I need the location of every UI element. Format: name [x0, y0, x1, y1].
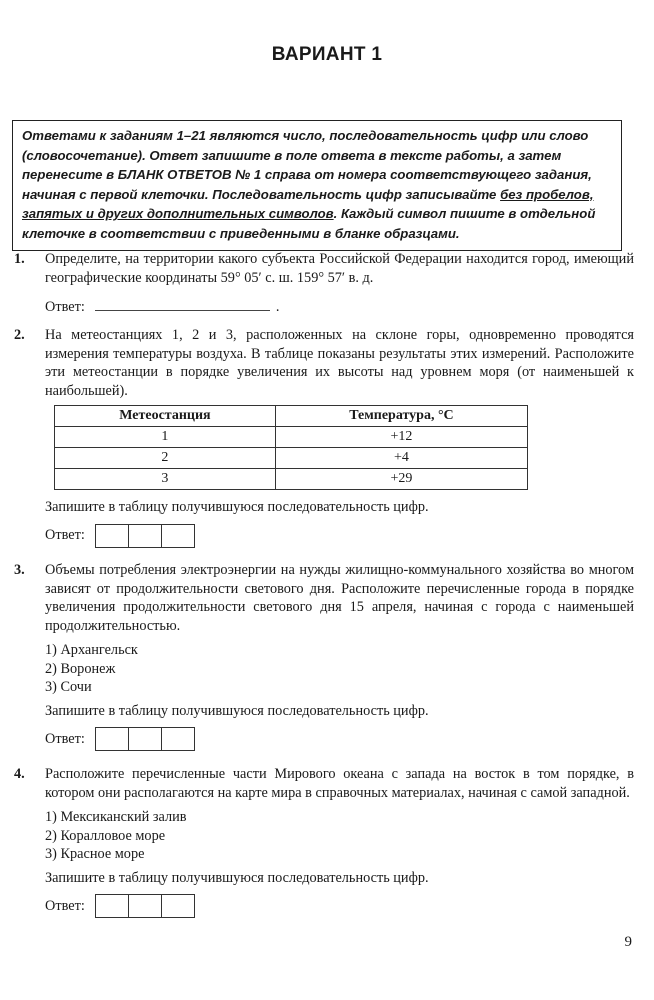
task-4 [14, 765, 634, 918]
table-row [55, 427, 528, 448]
table-header: Метеостанция [55, 406, 276, 427]
answer-cell[interactable] [128, 524, 162, 548]
list-item: 1) Архангельск [45, 642, 138, 658]
task-text: На метеостанциях 1, 2 и 3, расположенных на склоне горы, одновременно проводятся измерения температуры воздуха. В таблице показаны результаты этих измерений. Расположите эти метеостанции в порядке увеличения их высоты над уровнем моря (от наименьшей к наибольшей). [45, 327, 634, 399]
instructions-box [12, 120, 622, 251]
answer-row [45, 727, 634, 751]
task-instruction: Запишите в таблицу получившуюся последовательность цифр. [45, 499, 429, 515]
answer-field[interactable] [95, 296, 270, 311]
instructions-underlined: без пробелов, запятых и других дополнительных символов [22, 186, 594, 222]
answer-label: Ответ: [45, 527, 85, 544]
answer-label: Ответ: [45, 299, 85, 315]
task-number: 1. [14, 251, 25, 267]
table-cell: 1 [55, 427, 276, 448]
answer-row [45, 524, 634, 548]
instructions-text-end: . Каждый символ пишите в отдельной клеточке в соответствии с приведенными в бланке образцами. [22, 206, 596, 241]
table-cell: 3 [55, 469, 276, 490]
instructions-text: Ответами к заданиям 1–21 являются число, последовательность цифр или слово (словосочетание). Ответ запишите в поле ответа в тексте работы, а затем перенесите в БЛАНК ОТВЕТОВ № 1 справа от номера соответствующего задания, начиная с первой клеточки. Последовательность цифр записывайте [22, 128, 592, 202]
answer-label: Ответ: [45, 730, 85, 747]
table-cell: 2 [55, 448, 276, 469]
list-item: 1) Мексиканский залив [45, 809, 187, 825]
task-text: Определите, на территории какого субъекта Российской Федерации находится город, имеющий географические координаты 59° 05′ с. ш. 159° 57′ в. д. [45, 251, 634, 286]
task-number: 2. [14, 327, 25, 343]
answer-cell[interactable] [95, 894, 129, 918]
task-number: 4. [14, 766, 25, 782]
stations-table [54, 405, 528, 490]
table-cell: +29 [275, 469, 527, 490]
answer-label: Ответ: [45, 897, 85, 914]
options-list [45, 641, 634, 697]
table-cell: +4 [275, 448, 527, 469]
task-instruction: Запишите в таблицу получившуюся последовательность цифр. [45, 702, 429, 719]
page-number: 9 [624, 934, 632, 950]
answer-cell[interactable] [95, 727, 129, 751]
answer-cell[interactable] [128, 727, 162, 751]
list-item: 2) Коралловое море [45, 827, 166, 844]
task-instruction: Запишите в таблицу получившуюся последовательность цифр. [45, 869, 429, 886]
answer-row [45, 894, 634, 918]
task-3 [14, 561, 634, 751]
answer-cell[interactable] [161, 894, 195, 918]
task-2 [14, 326, 634, 548]
list-item: 3) Красное море [45, 846, 145, 862]
answer-cell[interactable] [161, 524, 195, 548]
answer-end: . [275, 299, 280, 315]
table-row [55, 469, 528, 490]
answer-cell[interactable] [128, 894, 162, 918]
task-text: Расположите перечисленные части Мирового океана с запада на восток в том порядке, в котором они располагаются на карте мира в справочных материалах, начиная с самой западной. [45, 766, 634, 801]
table-row [55, 448, 528, 469]
table-header: Температура, °С [275, 406, 527, 427]
list-item: 3) Сочи [45, 679, 92, 695]
answer-cell[interactable] [161, 727, 195, 751]
task-1 [14, 250, 634, 317]
list-item: 2) Воронеж [45, 660, 116, 677]
options-list [45, 808, 634, 864]
answer-cell[interactable] [95, 524, 129, 548]
task-number: 3. [14, 562, 25, 578]
table-cell: +12 [275, 427, 527, 448]
page-title: ВАРИАНТ 1 [271, 44, 383, 65]
answer-row [45, 296, 634, 317]
task-text: Объемы потребления электроэнергии на нужды жилищно-коммунального хозяйства во многом зависят от продолжительности светового дня. Расположите перечисленные города в порядке увеличения продолжительности светового дня 15 апреля, начиная с города с наименьшей продолжительностью. [45, 562, 634, 634]
